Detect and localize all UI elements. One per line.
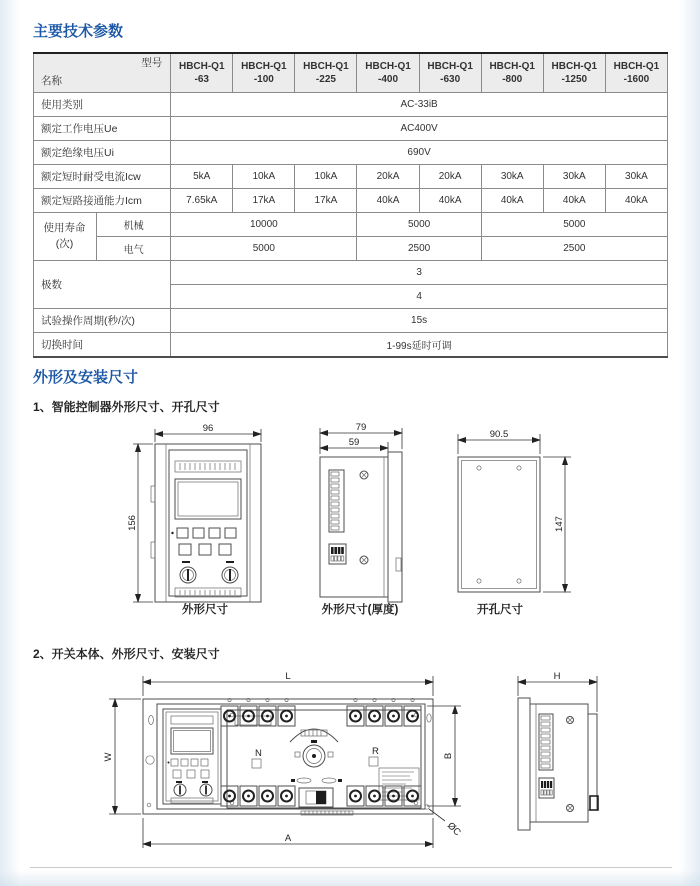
table-cell: 30kA [543, 165, 605, 189]
dim-B [427, 706, 461, 806]
dim-label-90-5: 90.5 [489, 429, 509, 440]
terminal-block [347, 786, 364, 806]
subsection2-title: 2、开关本体、外形尺寸、安装尺寸 [33, 647, 220, 661]
table-cell: 2500 [481, 237, 667, 261]
dim-label-96: 96 [202, 423, 214, 434]
dim-label-B: B [443, 752, 454, 760]
table-cell: 20kA [357, 165, 419, 189]
table-cell: 17kA [233, 189, 295, 213]
row-label: 额定绝缘电压Ui [34, 141, 171, 165]
table-cell: 7.65kA [171, 189, 233, 213]
table-cell: 17kA [295, 189, 357, 213]
dim-depth-inner [320, 437, 388, 454]
drawing-cutout [445, 424, 580, 606]
model-header: HBCH-Q1 -225 [295, 53, 357, 93]
label-strip [175, 461, 241, 472]
dim-width [155, 423, 261, 442]
terminal-block [259, 706, 276, 726]
terminals-top [221, 698, 421, 726]
model-header: HBCH-Q1 -400 [357, 53, 419, 93]
dim-cutout-width [458, 429, 540, 454]
screw-bottom [567, 805, 574, 812]
terminal-block [259, 786, 276, 806]
terminal-block [221, 786, 238, 806]
dim-A [143, 818, 433, 848]
screw-bottom [360, 556, 368, 564]
dim-label-L: L [285, 671, 291, 682]
table-cell: 690V [171, 141, 668, 165]
flange-notch [396, 558, 401, 571]
caption-outline-thickness: 外形尺寸(厚度) [321, 604, 399, 616]
model-header: HBCH-Q1 -63 [171, 53, 233, 93]
table-cell: 15s [171, 309, 668, 333]
terminal-block [278, 706, 295, 726]
table-cell: 1-99s延时可调 [171, 333, 668, 358]
dim-depth-outer [320, 422, 402, 454]
row-label: 极数 [34, 261, 171, 309]
spec-table [33, 52, 668, 358]
table-cell: 10kA [233, 165, 295, 189]
knobs [180, 561, 238, 583]
model-header: HBCH-Q1 -100 [233, 53, 295, 93]
table-cell: 5000 [171, 237, 357, 261]
row-label: 试验操作周期(秒/次) [34, 309, 171, 333]
spec-table-wrap [33, 52, 668, 358]
terminal-block [240, 706, 257, 726]
row-sublabel: 电气 [97, 237, 171, 261]
terminal-block [240, 786, 257, 806]
dim-C-hole [429, 809, 463, 838]
table-cell: 3 [171, 261, 668, 285]
table-cell: 40kA [543, 189, 605, 213]
screw-top [360, 471, 368, 479]
table-cell: 10kA [295, 165, 357, 189]
model-header: HBCH-Q1 -800 [481, 53, 543, 93]
caption-cutout: 开孔尺寸 [477, 604, 523, 616]
drawing-switch-body [95, 668, 685, 860]
dim-W [103, 699, 141, 814]
terminal-block [385, 706, 402, 726]
dip-switch-block [539, 778, 554, 798]
terminal-block [404, 786, 421, 806]
terminal-strip [329, 470, 344, 532]
dip-switch-block [329, 544, 346, 564]
table-cell: 10000 [171, 213, 357, 237]
row-label: 额定工作电压Ue [34, 117, 171, 141]
terminal-block [366, 786, 383, 806]
subsection1-title: 1、智能控制器外形尺寸、开孔尺寸 [33, 400, 220, 414]
dim-L [143, 671, 433, 696]
model-header: HBCH-Q1 -630 [419, 53, 481, 93]
dim-cutout-height [543, 457, 571, 592]
table-cell: 20kA [419, 165, 481, 189]
dim-label-C: ØC [444, 820, 463, 839]
terminal-block [278, 786, 295, 806]
table-cell: 2500 [357, 237, 481, 261]
model-header: HBCH-Q1 -1600 [605, 53, 667, 93]
terminal-strip [539, 714, 553, 770]
marking-N-window [252, 759, 261, 768]
dim-label-147: 147 [554, 516, 565, 532]
switch-side-view [518, 671, 598, 830]
button-row-large [179, 544, 231, 555]
row-label-life: 使用寿命 (次) [34, 213, 97, 261]
model-header: HBCH-Q1 -1250 [543, 53, 605, 93]
table-cell: 5000 [481, 213, 667, 237]
dim-label-H: H [553, 671, 561, 682]
terminal-block [347, 706, 364, 726]
corner-label-model: 型号 [141, 57, 163, 69]
terminal-block [404, 706, 421, 726]
dim-height [127, 444, 153, 602]
drawing-controller-side [300, 424, 420, 606]
dim-label-W: W [103, 752, 114, 762]
table-cell: 5kA [171, 165, 233, 189]
dim-label-59: 59 [348, 437, 360, 448]
section2-title: 外形及安装尺寸 [33, 369, 139, 386]
table-cell: 40kA [357, 189, 419, 213]
table-cell: 30kA [605, 165, 667, 189]
marking-N: N [255, 748, 262, 759]
table-cell: 4 [171, 285, 668, 309]
marking-R-window [369, 757, 378, 766]
screw-top [567, 717, 574, 724]
dim-label-79: 79 [355, 422, 367, 433]
table-cell: AC-33iB [171, 93, 668, 117]
button-row-small [171, 528, 236, 538]
table-cell: 40kA [605, 189, 667, 213]
table-corner-cell [34, 53, 171, 93]
row-label: 使用类别 [34, 93, 171, 117]
table-cell: 5000 [357, 213, 481, 237]
lcd-display [175, 479, 241, 519]
indicator-windows [291, 778, 342, 783]
corner-label-name: 名称 [41, 75, 62, 88]
controller-side-body [320, 452, 402, 602]
row-label: 额定短路接通能力Icm [34, 189, 171, 213]
terminal-block [221, 706, 238, 726]
operating-knob [295, 745, 333, 767]
row-sublabel: 机械 [97, 213, 171, 237]
terminal-block [385, 786, 402, 806]
cutout-rect [458, 457, 540, 592]
dim-label-A: A [284, 833, 292, 844]
footer-divider [30, 867, 672, 868]
section1-title: 主要技术参数 [33, 23, 124, 40]
row-label: 额定短时耐受电流Icw [34, 165, 171, 189]
caption-outline: 外形尺寸 [182, 604, 228, 616]
controller-body [151, 444, 261, 602]
switch-controller-module [163, 709, 221, 804]
drawing-controller-front [128, 424, 278, 606]
page-edge-bottom [0, 870, 700, 886]
marking-R: R [372, 746, 379, 757]
table-cell: 30kA [481, 165, 543, 189]
dim-label-156: 156 [127, 515, 138, 531]
page-edge-left [0, 0, 20, 886]
manual-slider [299, 788, 333, 807]
table-cell: 40kA [419, 189, 481, 213]
table-cell: AC400V [171, 117, 668, 141]
row-label: 切换时间 [34, 333, 171, 358]
table-cell: 40kA [481, 189, 543, 213]
terminal-block [366, 706, 383, 726]
